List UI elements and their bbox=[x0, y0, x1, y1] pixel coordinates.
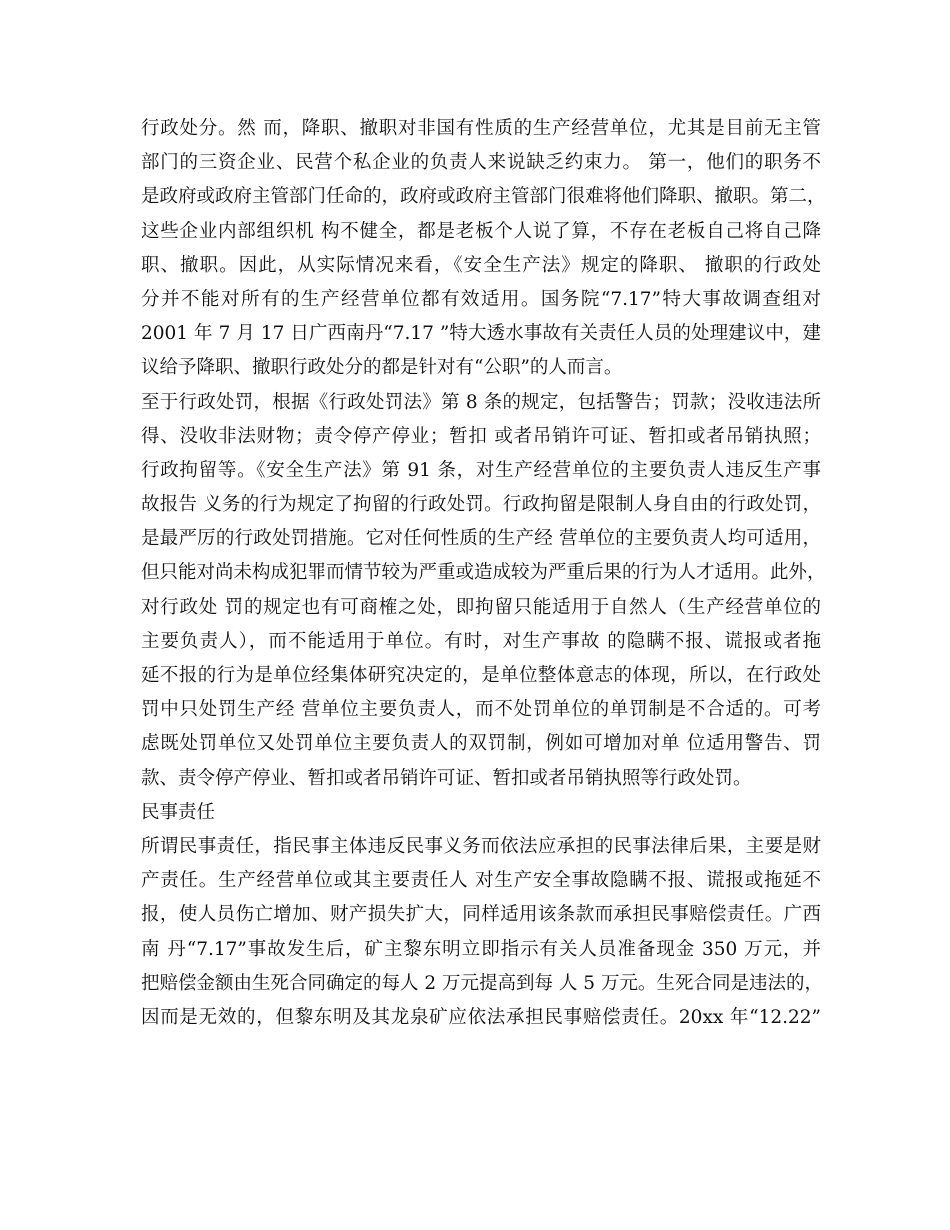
text-line: 主要负责人），而不能适用于单位。有时，对生产事故 的隐瞒不报、谎报或者拖 bbox=[141, 630, 821, 652]
text-line: 但只能对尚未构成犯罪而情节较为严重或造成较为严重后果的行为人才适用。此外， bbox=[141, 562, 826, 584]
text-line: 部门的三资企业、民营个私企业的负责人来说缺乏约束力。 第一，他们的职务不 bbox=[141, 152, 821, 174]
text-line: 南 丹“7.17”事故发生后，矿主黎东明立即指示有关人员准备现金 350 万元，并 bbox=[141, 938, 821, 960]
text-line: 议给予降职、撤职行政处分的都是针对有“公职”的人而言。 bbox=[141, 357, 623, 379]
text-line: 所谓民事责任，指民事主体违反民事义务而依法应承担的民事法律后果，主要是财 bbox=[141, 835, 821, 857]
text-line: 产责任。生产经营单位或其主要责任人 对生产安全事故隐瞒不报、谎报或拖延不 bbox=[141, 870, 821, 892]
document-body bbox=[141, 112, 826, 1035]
text-line: 报，使人员伤亡增加、财产损失扩大，同样适用该条款而承担民事赔偿责任。广西 bbox=[141, 904, 821, 926]
text-line: 款、责令停产停业、暂扣或者吊销许可证、暂扣或者吊销执照等行政处罚。 bbox=[141, 767, 752, 789]
section-heading: 民事责任 bbox=[141, 801, 216, 823]
paragraph-1 bbox=[141, 112, 826, 386]
text-line: 是政府或政府主管部门任命的，政府或政府主管部门很难将他们降职、撤职。第二， bbox=[141, 186, 826, 208]
text-line: 虑既处罚单位又处罚单位主要负责人的双罚制，例如可增加对单 位适用警告、罚 bbox=[141, 733, 821, 755]
text-line: 2001 年 7 月 17 日广西南丹“7.17 ”特大透水事故有关责任人员的处理建议中，建 bbox=[141, 323, 821, 345]
text-line: 至于行政处罚，根据《行政处罚法》第 8 条的规定，包括警告；罚款；没收违法所 bbox=[141, 391, 821, 413]
text-line: 延不报的行为是单位经集体研究决定的，是单位整体意志的体现，所以，在行政处 bbox=[141, 665, 821, 686]
paragraph-2 bbox=[141, 386, 826, 796]
text-line: 行政处分。然 而，降职、撤职对非国有性质的生产经营单位，尤其是目前无主管 bbox=[141, 118, 821, 139]
text-line: 是最严厉的行政处罚措施。它对任何性质的生产经 营单位的主要负责人均可适用， bbox=[141, 528, 821, 550]
text-line: 把赔偿金额由生死合同确定的每人 2 万元提高到每 人 5 万元。生死合同是违法的， bbox=[141, 972, 823, 994]
text-line: 对行政处 罚的规定也有可商榷之处，即拘留只能适用于自然人（生产经营单位的 bbox=[141, 596, 821, 618]
text-line: 因而是无效的，但黎东明及其龙泉矿应依法承担民事赔偿责任。20xx 年“12.22” bbox=[141, 1006, 821, 1028]
paragraph-3 bbox=[141, 830, 821, 1035]
text-line: 行政拘留等。《安全生产法》第 91 条，对生产经营单位的主要负责人违反生产事 bbox=[141, 459, 821, 481]
text-line: 得、没收非法财物；责令停产停业；暂扣 或者吊销许可证、暂扣或者吊销执照； bbox=[141, 425, 821, 447]
text-line: 这些企业内部组织机 构不健全，都是老板个人说了算，不存在老板自己将自己降 bbox=[141, 220, 821, 242]
text-line: 分并不能对所有的生产经营单位都有效适用。国务院“7.17”特大事故调查组对 bbox=[141, 288, 821, 310]
text-line: 职、撤职。因此，从实际情况来看，《安全生产法》规定的降职、 撤职的行政处 bbox=[141, 254, 821, 276]
text-line: 故报告 义务的行为规定了拘留的行政处罚。行政拘留是限制人身自由的行政处罚， bbox=[141, 494, 821, 516]
text-line: 罚中只处罚生产经 营单位主要负责人，而不处罚单位的单罚制是不合适的。可考 bbox=[141, 699, 821, 721]
